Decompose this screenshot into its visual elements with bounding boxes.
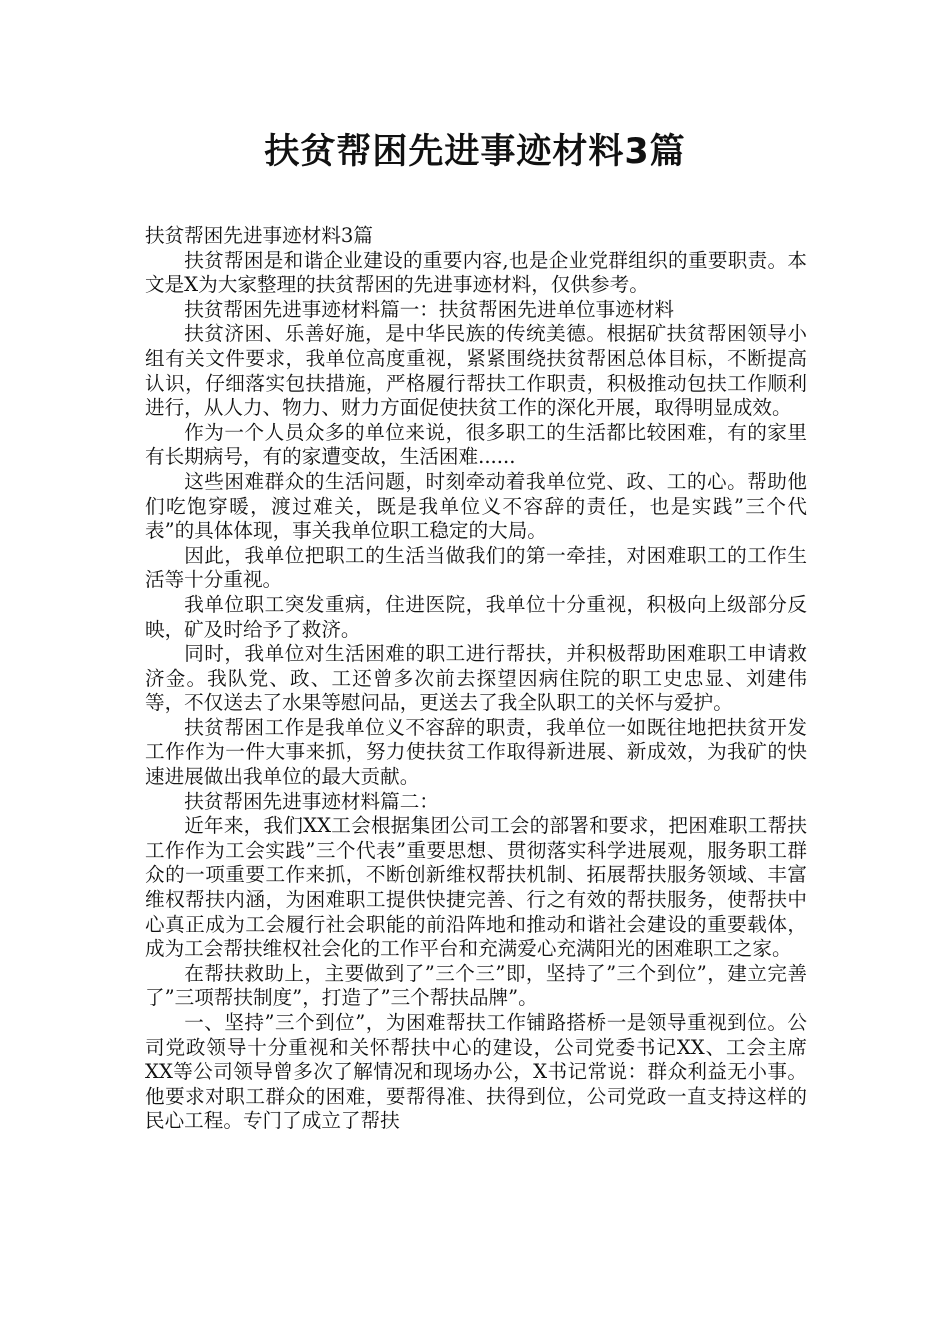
paragraph: 作为一个人员众多的单位来说，很多职工的生活都比较困难，有的家里有长期病号，有的家遭变故，生活困难...... (145, 420, 807, 469)
paragraph: 扶贫帮困先进事迹材料篇一：扶贫帮困先进单位事迹材料 (184, 297, 675, 321)
paragraph: 扶贫帮困先进事迹材料篇二： (184, 789, 439, 813)
document-title: 扶贫帮困先进事迹材料3篇 (264, 132, 686, 172)
paragraph: 一、坚持”三个到位”，为困难帮扶工作铺路搭桥一是领导重视到位。公司党政领导十分重视和关怀帮扶中心的建设，公司党委书记XX、工会主席XX等公司领导曾多次了解情况和现场办公，X书记常说：群众利益无小事。他要求对职工群众的困难，要帮得准、扶得到位，公司党政一直支持这样的民心工程。专门了成立了帮扶 (145, 1011, 807, 1133)
paragraph: 扶贫帮困先进事迹材料3篇 (145, 224, 373, 247)
paragraph: 这些困难群众的生活问题，时刻牵动着我单位党、政、工的心。帮助他们吃饱穿暖，渡过难关，既是我单位义不容辞的责任，也是实践”三个代表”的具体体现，事关我单位职工稳定的大局。 (145, 469, 807, 543)
document-body (145, 224, 807, 1134)
paragraph: 我单位职工突发重病，住进医院，我单位十分重视，积极向上级部分反映，矿及时给予了救济。 (145, 592, 807, 641)
paragraph: 同时，我单位对生活困难的职工进行帮扶，并积极帮助困难职工申请救济金。我队党、政、工还曾多次前去探望因病住院的职工史忠显、刘建伟等，不仅送去了水果等慰问品，更送去了我全队职工的关怀与爱护。 (145, 642, 807, 715)
paragraph: 扶贫帮困是和谐企业建设的重要内容,也是企业党群组织的重要职责。本文是X为大家整理的扶贫帮困的先进事迹材料，仅供参考。 (145, 248, 807, 297)
paragraph: 近年来，我们XX工会根据集团公司工会的部署和要求，把困难职工帮扶工作作为工会实践”三个代表”重要思想、贯彻落实科学进展观，服务职工群众的一项重要工作来抓，不断创新维权帮扶机制、拓展帮扶服务领域、丰富维权帮扶内涵，为困难职工提供快捷完善、行之有效的帮扶服务，使帮扶中心真正成为工会履行社会职能的前沿阵地和推动和谐社会建设的重要载体，成为工会帮扶维权社会化的工作平台和充满爱心充满阳光的困难职工之家。 (145, 814, 807, 961)
paragraph: 在帮扶救助上，主要做到了”三个三”即，坚持了”三个到位”，建立完善了”三项帮扶制度”，打造了”三个帮扶品牌”。 (145, 961, 807, 1010)
paragraph: 扶贫济困、乐善好施，是中华民族的传统美德。根据矿扶贫帮困领导小组有关文件要求，我单位高度重视，紧紧围绕扶贫帮困总体目标，不断提高认识，仔细落实包扶措施，严格履行帮扶工作职责，积极推动包扶工作顺利进行，从人力、物力、财力方面促使扶贫工作的深化开展，取得明显成效。 (145, 322, 807, 420)
paragraph: 因此，我单位把职工的生活当做我们的第一牵挂，对困难职工的工作生活等十分重视。 (145, 543, 807, 592)
paragraph: 扶贫帮困工作是我单位义不容辞的职责，我单位一如既往地把扶贫开发工作作为一件大事来抓，努力使扶贫工作取得新进展、新成效，为我矿的快速进展做出我单位的最大贡献。 (145, 715, 807, 789)
